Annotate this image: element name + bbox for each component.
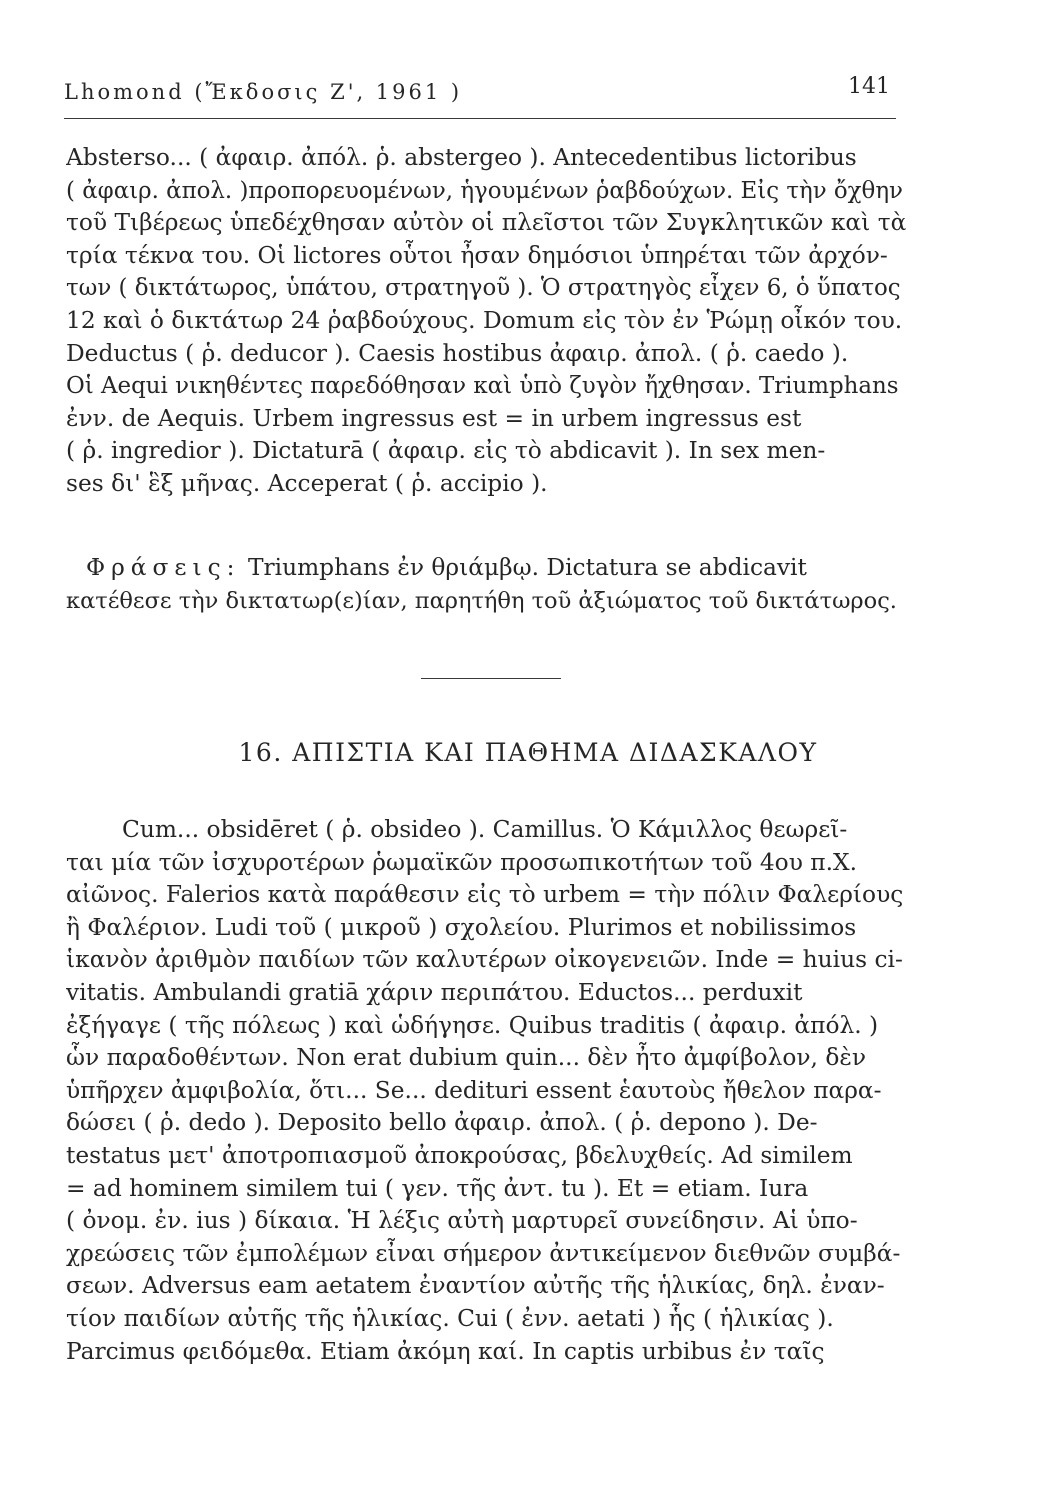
notes-line: Absterso... ( ἀφαιρ. ἀπόλ. ῥ. abstergeo ). Antecedentibus lictoribus bbox=[66, 144, 857, 171]
phrases-paragraph bbox=[66, 552, 906, 617]
section-line: ὑπῆρχεν ἀμφιβολία, ὅτι... Se... dedituri essent ἑαυτοὺς ἤθελον παρα- bbox=[66, 1076, 882, 1104]
notes-line: 12 καὶ ὁ δικτάτωρ 24 ῥαβδούχους. Domum εἰς τὸν ἐν Ῥώμῃ οἶκόν του. bbox=[66, 306, 903, 334]
notes-line: Οἱ Aequi νικηθέντες παρεδόθησαν καὶ ὑπὸ ζυγὸν ἤχθησαν. Triumphans bbox=[66, 373, 899, 400]
section-line: ( ὀνομ. ἐν. ius ) δίκαια. Ἡ λέξις αὐτὴ μαρτυρεῖ συνείδησιν. Αἱ ὑπο- bbox=[66, 1207, 858, 1235]
section-divider bbox=[421, 678, 561, 679]
section-line: ἢ Φαλέριον. Ludi τοῦ ( μικροῦ ) σχολείου. Plurimos et nobilissimos bbox=[66, 913, 857, 941]
section-line: δώσει ( ῥ. dedo ). Deposito bello ἀφαιρ. ἀπολ. ( ῥ. depono ). De- bbox=[66, 1109, 818, 1137]
section-line: σεων. Adversus eam aetatem ἐναντίον αὐτῆς τῆς ἡλικίας, δηλ. ἐναν- bbox=[66, 1272, 885, 1300]
section-title: 16. ΑΠΙΣΤΙΑ ΚΑΙ ΠΑΘΗΜΑ ΔΙΔΑΣΚΑΛΟΥ bbox=[238, 738, 818, 767]
notes-line: τρία τέκνα του. Οἱ lictores οὗτοι ἦσαν δημόσιοι ὑπηρέται τῶν ἀρχόν- bbox=[66, 241, 888, 269]
section-line: Parcimus φειδόμεθα. Etiam ἀκόμη καί. In captis urbibus ἐν ταῖς bbox=[66, 1337, 825, 1365]
page-header bbox=[64, 72, 896, 119]
section-line: ται μία τῶν ἰσχυροτέρων ῥωμαϊκῶν προσωπικοτήτων τοῦ 4ου π.Χ. bbox=[66, 848, 857, 876]
phrases-text: Triumphans ἐν θριάμβῳ. Dictatura se abdicavit bbox=[247, 554, 807, 581]
section-line: αἰῶνος. Falerios κατὰ παράθεσιν εἰς τὸ urbem = τὴν πόλιν Φαλερίους bbox=[66, 881, 904, 909]
notes-line: ἐνν. de Aequis. Urbem ingressus est = in urbem ingressus est bbox=[66, 404, 802, 432]
running-head: Lhomond (Ἔκδοσις Ζ', 1961 ) bbox=[64, 80, 463, 104]
notes-line: τοῦ Τιβέρεως ὑπεδέχθησαν αὐτὸν οἱ πλεῖστοι τῶν Συγκλητικῶν καὶ τὰ bbox=[66, 209, 906, 237]
section-line: vitatis. Ambulandi gratiā χάριν περιπάτου. Eductos... perduxit bbox=[66, 978, 803, 1006]
notes-paragraph bbox=[66, 142, 906, 501]
section-line: ἐξήγαγε ( τῆς πόλεως ) καὶ ὡδήγησε. Quibus traditis ( ἀφαιρ. ἀπόλ. ) bbox=[66, 1011, 879, 1039]
phrases-label: Φράσεις: bbox=[86, 554, 241, 581]
notes-line: των ( δικτάτωρος, ὑπάτου, στρατηγοῦ ). Ὁ στρατηγὸς εἶχεν 6, ὁ ὕπατος bbox=[66, 275, 901, 302]
notes-line: ( ῥ. ingredior ). Dictaturā ( ἀφαιρ. εἰς τὸ abdicavit ). In sex men- bbox=[66, 437, 826, 465]
phrases-line: κατέθεσε τὴν δικτατωρ(ε)ίαν, παρητήθη τοῦ ἀξιώματος τοῦ δικτάτωρος. bbox=[66, 587, 897, 614]
section-line: ἱκανὸν ἀριθμὸν παιδίων τῶν καλυτέρων οἰκογενειῶν. Inde = huius ci- bbox=[66, 946, 903, 974]
section-line: τίον παιδίων αὐτῆς τῆς ἡλικίας. Cui ( ἐνν. aetati ) ἧς ( ἡλικίας ). bbox=[66, 1304, 834, 1332]
notes-line: Deductus ( ῥ. deducor ). Caesis hostibus ἀφαιρ. ἀπολ. ( ῥ. caedo ). bbox=[66, 339, 849, 367]
page-number: 141 bbox=[848, 74, 890, 99]
notes-line: ses δι' ἓξ μῆνας. Acceperat ( ῥ. accipio ). bbox=[66, 469, 548, 497]
section-line: Cum... obsidēret ( ῥ. obsideo ). Camillus. Ὁ Κάμιλλος θεωρεῖ- bbox=[122, 816, 848, 843]
notes-line: ( ἀφαιρ. ἀπολ. )προπορευομένων, ἡγουμένων ῥαβδούχων. Εἰς τὴν ὄχθην bbox=[66, 177, 903, 204]
section-line: ὧν παραδοθέντων. Non erat dubium quin... δὲν ἦτο ἀμφίβολον, δὲν bbox=[66, 1044, 867, 1072]
section-paragraph bbox=[66, 814, 906, 1368]
section-line: testatus μετ' ἀποτροπιασμοῦ ἀποκρούσας, βδελυχθείς. Ad similem bbox=[66, 1141, 853, 1169]
section-line: = ad hominem similem tui ( γεν. τῆς ἀντ. tu ). Et = etiam. Iura bbox=[66, 1174, 809, 1202]
section-line: χρεώσεις τῶν ἐμπολέμων εἶναι σήμερον ἀντικείμενον διεθνῶν συμβά- bbox=[66, 1239, 901, 1267]
phrases-line bbox=[66, 552, 906, 585]
